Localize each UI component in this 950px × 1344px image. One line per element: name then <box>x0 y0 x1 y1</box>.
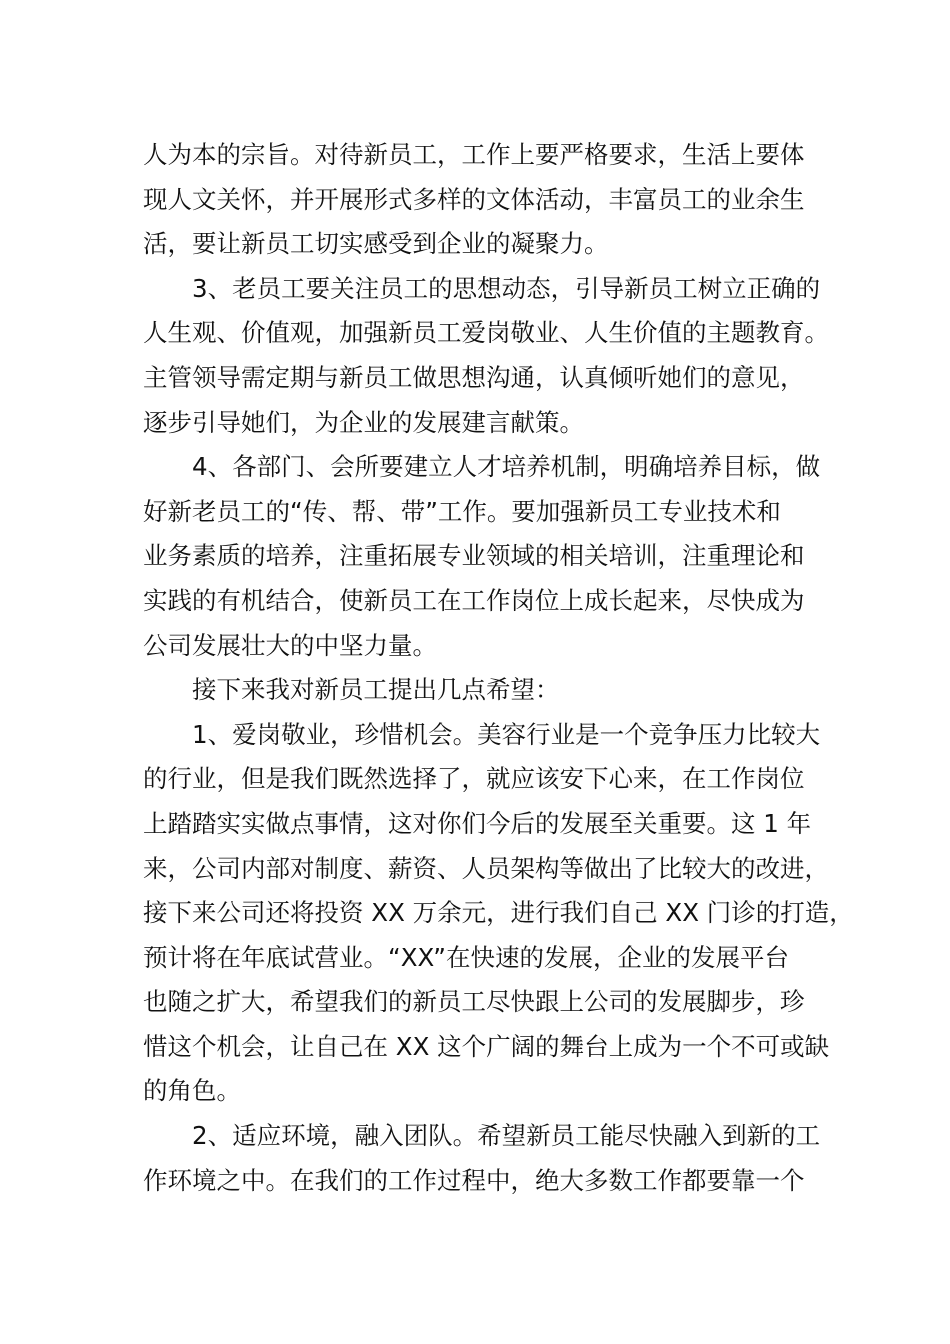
text-line: 公司发展壮大的中坚力量。 <box>143 630 437 660</box>
text-line: 人生观、价值观，加强新员工爱岗敬业、人生价值的主题教育。 <box>143 318 829 348</box>
text-line: 来，公司内部对制度、薪资、人员架构等做出了比较大的改进， <box>143 853 829 883</box>
text-line: 人为本的宗旨。对待新员工，工作上要严格要求，生活上要体 <box>143 140 805 169</box>
text-line: 业务素质的培养，注重拓展专业领域的相关培训，注重理论和 <box>143 541 805 571</box>
text-line: 惜这个机会，让自己在 XX 这个广阔的舞台上成为一个不可或缺 <box>143 1031 830 1061</box>
text-line: 好新老员工的“传、帮、带”工作。要加强新员工专业技术和 <box>143 496 781 526</box>
text-line: 现人文关怀，并开展形式多样的文体活动，丰富员工的业余生 <box>143 184 805 214</box>
text-line: 作环境之中。在我们的工作过程中，绝大多数工作都要靠一个 <box>143 1165 805 1195</box>
text-line: 的行业，但是我们既然选择了，就应该安下心来，在工作岗位 <box>143 764 805 794</box>
document-page <box>143 133 854 1203</box>
paragraph-start-line: 3、老员工要关注员工的思想动态，引导新员工树立正确的 <box>192 273 821 303</box>
text-line: 的角色。 <box>143 1076 241 1106</box>
text-line: 主管领导需定期与新员工做思想沟通，认真倾听她们的意见， <box>143 362 805 392</box>
text-line: 预计将在年底试营业。“XX”在快速的发展，企业的发展平台 <box>143 942 789 972</box>
text-line: 上踏踏实实做点事情，这对你们今后的发展至关重要。这 1 年 <box>143 808 812 838</box>
text-line: 实践的有机结合，使新员工在工作岗位上成长起来，尽快成为 <box>143 585 805 615</box>
text-line: 也随之扩大，希望我们的新员工尽快跟上公司的发展脚步，珍 <box>143 987 805 1017</box>
paragraph-start-line: 接下来我对新员工提出几点希望： <box>192 675 560 705</box>
paragraph-start-line: 2、适应环境，融入团队。希望新员工能尽快融入到新的工 <box>192 1121 821 1151</box>
text-line: 活，要让新员工切实感受到企业的凝聚力。 <box>143 229 609 259</box>
text-line: 接下来公司还将投资 XX 万余元，进行我们自己 XX 门诊的打造， <box>143 898 854 928</box>
paragraph-start-line: 1、爱岗敬业，珍惜机会。美容行业是一个竞争压力比较大 <box>192 719 821 749</box>
text-line: 逐步引导她们，为企业的发展建言献策。 <box>143 407 584 437</box>
paragraph-start-line: 4、各部门、会所要建立人才培养机制，明确培养目标，做 <box>192 452 821 482</box>
